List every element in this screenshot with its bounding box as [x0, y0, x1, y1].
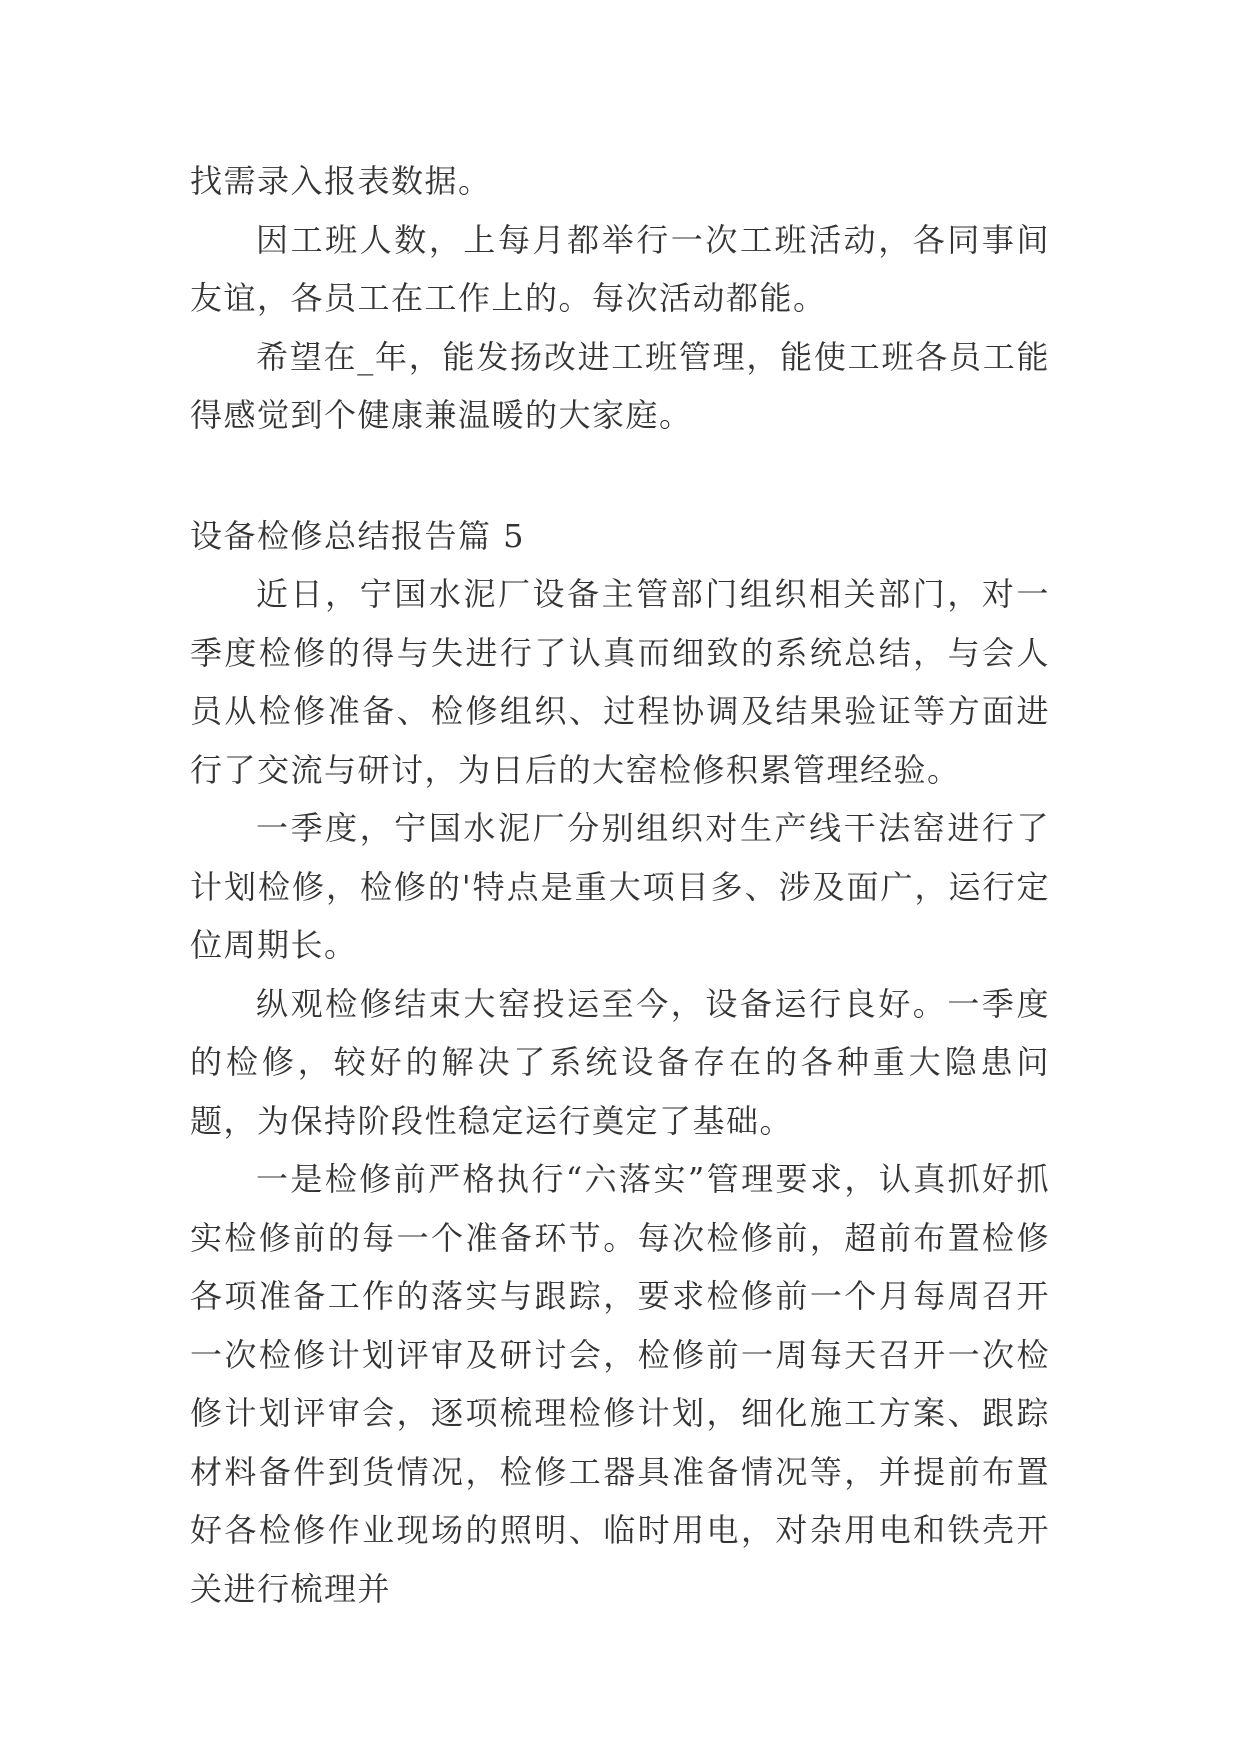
section-heading: 设备检修总结报告篇 5: [190, 516, 526, 555]
paragraph-1: 找需录入报表数据。: [190, 162, 492, 200]
paragraph-5: 一季度，宁国水泥厂分别组织对生产线干法窑进行了计划检修，检修的'特点是重大项目多、涉及面广，运行定位周期长。: [190, 809, 1050, 964]
paragraph-4: 近日，宁国水泥厂设备主管部门组织相关部门，对一季度检修的得与失进行了认真而细致的系统总结，与会人员从检修准备、检修组织、过程协调及结果验证等方面进行了交流与研讨，为日后的大窑检修积累管理经验。: [190, 575, 1050, 789]
paragraph-3: 希望在_年，能发扬改进工班管理，能使工班各员工能得感觉到个健康兼温暖的大家庭。: [190, 337, 1050, 434]
paragraph-6: 纵观检修结束大窑投运至今，设备运行良好。一季度的检修，较好的解决了系统设备存在的各种重大隐患问题，为保持阶段性稳定运行奠定了基础。: [190, 984, 1050, 1140]
document-body: [190, 152, 1050, 1618]
paragraph-7: 一是检修前严格执行“六落实”管理要求，认真抓好抓实检修前的每一个准备环节。每次检修前，超前布置检修各项准备工作的落实与跟踪，要求检修前一个月每周召开一次检修计划评审及研讨会，检修前一周每天召开一次检修计划评审会，逐项梳理检修计划，细化施工方案、跟踪材料备件到货情况，检修工器具准备情况等，并提前布置好各检修作业现场的照明、临时用电，对杂用电和铁壳开关进行梳理并: [190, 1160, 1050, 1608]
paragraph-2: 因工班人数，上每月都举行一次工班活动，各同事间友谊，各员工在工作上的。每次活动都能。: [190, 220, 1050, 317]
